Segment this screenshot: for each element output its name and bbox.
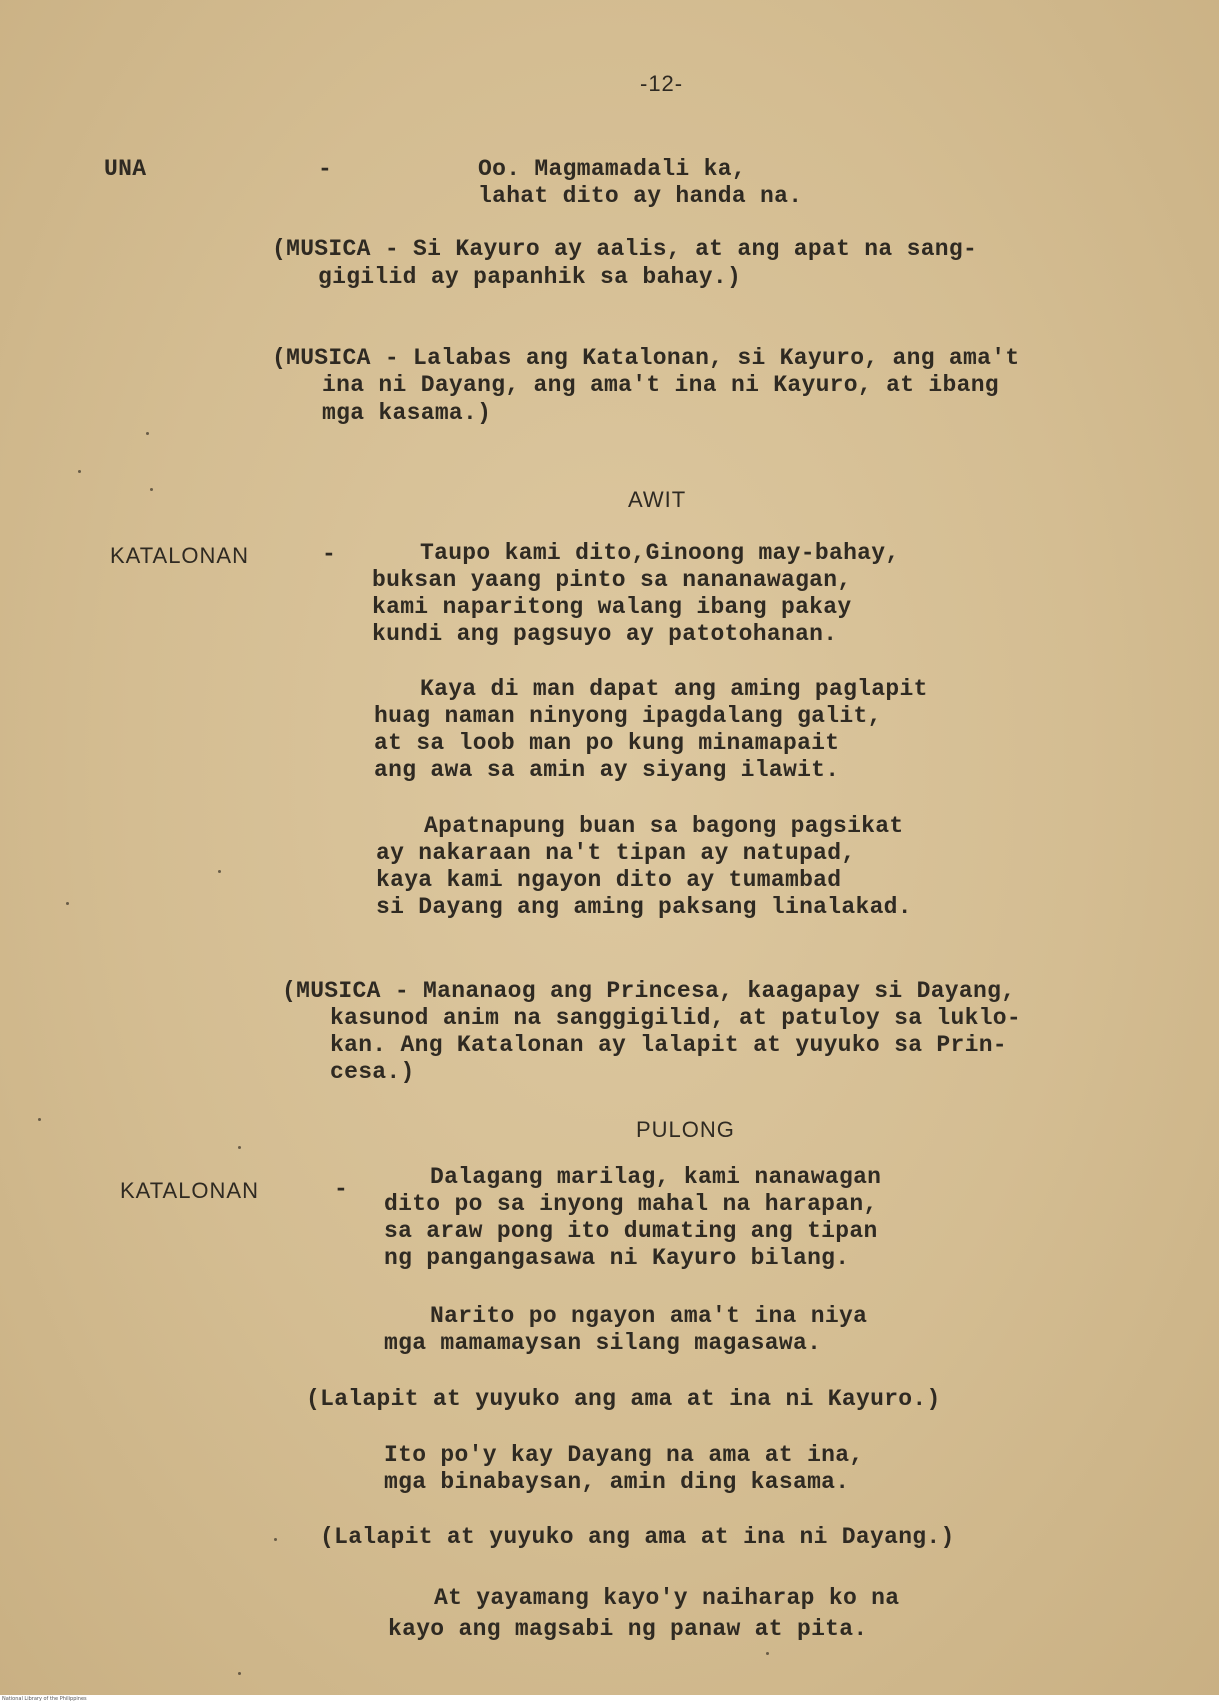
footer-credit: National Library of the Philippines [0,1695,1219,1703]
speaker-dash: - [318,156,333,182]
verse-line: si Dayang ang aming paksang linalakad. [376,894,912,920]
stage-direction: (Lalapit at yuyuko ang ama at ina ni Kayuro.) [306,1386,941,1412]
verse-line: mga binabaysan, amin ding kasama. [384,1469,850,1495]
paper-speck [238,1672,241,1675]
verse-line: mga mamamaysan silang magasawa. [384,1330,822,1356]
verse-line: Apatnapung buan sa bagong pagsikat [424,813,904,839]
paper-speck [38,1118,41,1121]
verse-line: ang awa sa amin ay siyang ilawit. [374,757,840,783]
paper-speck [274,1538,277,1541]
stage-direction: kan. Ang Katalonan ay lalapit at yuyuko sa Prin- [330,1032,1007,1058]
stage-direction: cesa.) [330,1059,415,1085]
speaker-dash: - [334,1176,349,1202]
stage-direction: (Lalapit at yuyuko ang ama at ina ni Dayang.) [320,1524,955,1550]
verse-line: sa araw pong ito dumating ang tipan [384,1218,878,1244]
paper-speck [78,470,81,473]
paper-speck [146,432,149,435]
speaker-katalonan: KATALONAN [110,543,249,568]
stage-direction: (MUSICA - Mananaog ang Princesa, kaagapay si Dayang, [282,978,1016,1004]
verse-line: Ito po'y kay Dayang na ama at ina, [384,1442,864,1468]
stage-direction: ina ni Dayang, ang ama't ina ni Kayuro, at ibang [322,372,999,398]
verse-line: Narito po ngayon ama't ina niya [430,1303,868,1329]
speaker-dash: - [322,541,337,567]
verse-line: at sa loob man po kung minamapait [374,730,840,756]
verse-line: kami naparitong walang ibang pakay [372,594,852,620]
verse-line: kayo ang magsabi ng panaw at pita. [388,1616,868,1642]
verse-line: huag naman ninyong ipagdalang galit, [374,703,882,729]
stage-direction: gigilid ay papanhik sa bahay.) [318,264,742,290]
speaker-una: UNA [104,156,147,182]
stage-direction: kasunod anim na sanggigilid, at patuloy sa luklo- [330,1005,1022,1031]
heading-awit: AWIT [628,487,687,512]
dialogue-line: lahat dito ay handa na. [478,183,803,209]
verse-line: Taupo kami dito,Ginoong may-bahay, [420,540,900,566]
page-number: -12- [640,71,684,96]
speaker-katalonan: KATALONAN [120,1178,259,1203]
verse-line: buksan yaang pinto sa nananawagan, [372,567,852,593]
heading-pulong: PULONG [636,1117,735,1142]
paper-speck [238,1146,241,1149]
paper-speck [66,902,69,905]
verse-line: Kaya di man dapat ang aming paglapit [420,676,928,702]
stage-direction: (MUSICA - Si Kayuro ay aalis, at ang apat na sang- [272,236,978,262]
verse-line: ay nakaraan na't tipan ay natupad, [376,840,856,866]
verse-line: kundi ang pagsuyo ay patotohanan. [372,621,838,647]
verse-line: dito po sa inyong mahal na harapan, [384,1191,878,1217]
stage-direction: mga kasama.) [322,400,492,426]
verse-line: kaya kami ngayon dito ay tumambad [376,867,842,893]
verse-line: At yayamang kayo'y naiharap ko na [434,1585,900,1611]
paper-speck [150,488,153,491]
paper-speck [218,870,221,873]
verse-line: ng pangangasawa ni Kayuro bilang. [384,1245,850,1271]
paper-speck [766,1652,769,1655]
verse-line: Dalagang marilag, kami nanawagan [430,1164,882,1190]
stage-direction: (MUSICA - Lalabas ang Katalonan, si Kayuro, ang ama't [272,345,1020,371]
dialogue-line: Oo. Magmamadali ka, [478,156,746,182]
